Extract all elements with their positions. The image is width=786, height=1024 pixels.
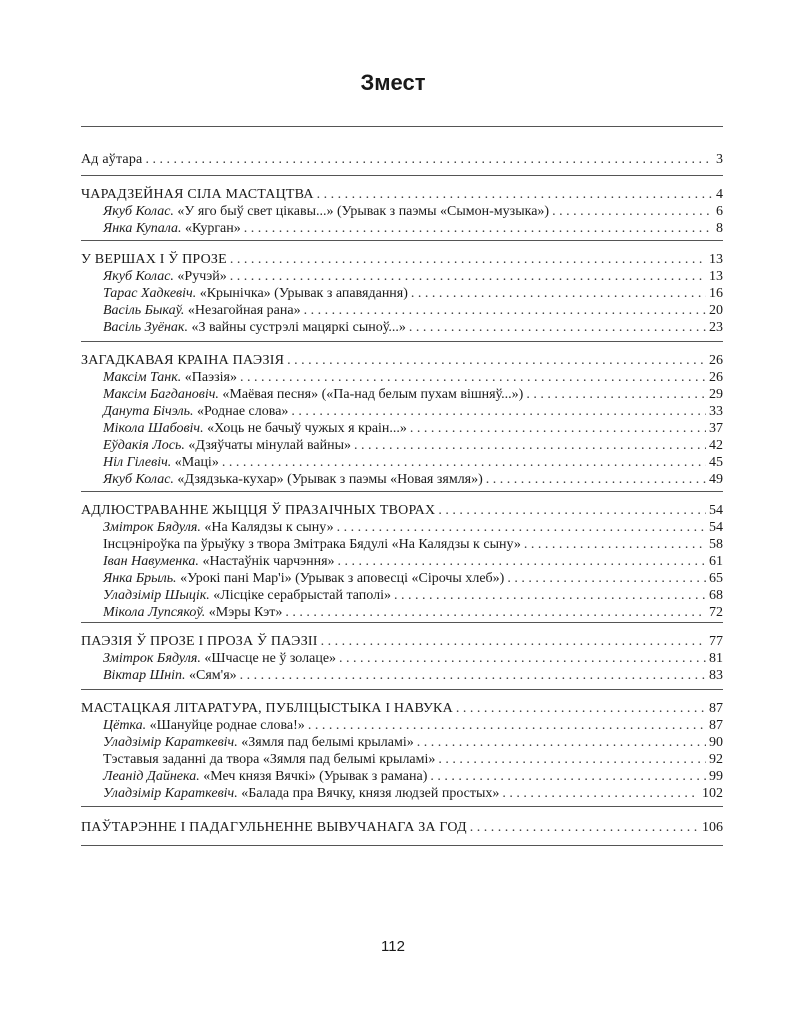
toc-author: Змітрок Бядуля.	[103, 651, 201, 666]
toc-page-number: 23	[709, 320, 723, 335]
toc-page-number: 83	[709, 668, 723, 683]
toc-work-title: Тэставыя заданні да твора «Зямля пад белымі крыламі»	[103, 752, 436, 767]
toc-author: Еўдакія Лось.	[103, 438, 185, 453]
toc-page-number: 54	[709, 520, 723, 535]
divider	[81, 175, 723, 176]
toc-work-title: «Дзяўчаты мінулай вайны»	[188, 438, 352, 453]
page-number: 112	[381, 938, 405, 955]
divider	[81, 491, 723, 492]
page-title: Змест	[360, 70, 426, 95]
toc-page-number: 61	[709, 554, 723, 569]
toc-author: Янка Брыль.	[103, 571, 177, 586]
toc-author: Васіль Быкаў.	[103, 303, 185, 318]
toc-work-title: «Настаўнік чарчэння»	[202, 554, 335, 569]
toc-work-title: ПАЭЗІЯ Ў ПРОЗЕ І ПРОЗА Ў ПАЭЗІІ	[81, 634, 318, 649]
toc-page-number: 45	[709, 455, 723, 470]
toc-work-title: «Крынічка» (Урывак з апавядання)	[199, 286, 408, 301]
toc-author: Уладзімір Караткевіч.	[103, 786, 238, 801]
toc-page-number: 58	[709, 537, 723, 552]
toc-page-number: 13	[709, 269, 723, 284]
toc-work-title: «Маёвая песня» («Па-над белым пухам вішняў...»)	[222, 387, 524, 402]
toc-entry	[81, 666, 723, 685]
toc-title	[103, 219, 241, 238]
toc-work-title: «Паэзія»	[184, 370, 237, 385]
toc-entry	[81, 318, 723, 337]
toc-page-number: 20	[709, 303, 723, 318]
toc-title	[103, 666, 237, 685]
toc-page-number: 68	[709, 588, 723, 603]
toc-page-number: 26	[709, 370, 723, 385]
toc-title	[103, 603, 282, 622]
toc-author: Максім Танк.	[103, 370, 182, 385]
toc-work-title: «У яго быў свет цікавы...» (Урывак з паэмы «Сымон-музыка»)	[177, 204, 550, 219]
toc-page-number: 92	[709, 752, 723, 767]
dot-leader	[502, 784, 699, 803]
toc-page-number: 65	[709, 571, 723, 586]
toc-author: Мікола Лупсякоў.	[103, 605, 206, 620]
toc-page-number: 72	[709, 605, 723, 620]
toc-work-title: ЧАРАДЗЕЙНАЯ СІЛА МАСТАЦТВА	[81, 187, 314, 202]
toc-work-title: «Незагойная рана»	[187, 303, 301, 318]
toc-author: Максім Багдановіч.	[103, 387, 219, 402]
dot-leader	[244, 219, 713, 238]
toc-page-number: 4	[716, 187, 723, 202]
toc-title	[81, 150, 142, 169]
toc-author: Уладзімір Караткевіч.	[103, 735, 238, 750]
toc-entry	[81, 470, 723, 489]
toc-title	[103, 784, 499, 803]
toc-page-number: 42	[709, 438, 723, 453]
divider	[81, 622, 723, 623]
toc-author: Змітрок Бядуля.	[103, 520, 201, 535]
toc-work-title: «Роднае слова»	[196, 404, 289, 419]
toc-page-number: 37	[709, 421, 723, 436]
toc-work-title: «Урокі пані Мар'і» (Урывак з аповесці «Сірочы хлеб»)	[180, 571, 505, 586]
toc-page-number: 29	[709, 387, 723, 402]
toc-page-number: 16	[709, 286, 723, 301]
divider	[81, 240, 723, 241]
toc-work-title: «Курган»	[185, 221, 241, 236]
toc-work-title: «Балада пра Вячку, князя людзей простых»	[241, 786, 500, 801]
toc-work-title: «Сям'я»	[189, 668, 237, 683]
divider	[81, 689, 723, 690]
toc-work-title: «На Калядзы к сыну»	[204, 520, 334, 535]
toc-entry	[81, 784, 723, 803]
toc-author: Данута Бічэль.	[103, 404, 194, 419]
toc-author: Віктар Шніп.	[103, 668, 186, 683]
toc-work-title: «Маці»	[174, 455, 219, 470]
toc-work-title: ПАЎТАРЭННЕ І ПАДАГУЛЬНЕННЕ ВЫВУЧАНАГА ЗА ГОД	[81, 820, 467, 835]
toc-page-number: 87	[709, 701, 723, 716]
dot-leader	[145, 150, 713, 169]
toc-author: Тарас Хадкевіч.	[103, 286, 197, 301]
toc-author: Уладзімір Шыцік.	[103, 588, 210, 603]
toc-author: Цётка.	[103, 718, 147, 733]
toc-work-title: «Дзядзька-кухар» (Урывак з паэмы «Новая зямля»)	[177, 472, 483, 487]
toc-entry	[81, 603, 723, 622]
toc-work-title: АДЛЮСТРАВАННЕ ЖЫЦЦЯ Ў ПРАЗАІЧНЫХ ТВОРАХ	[81, 503, 436, 518]
toc-work-title: «Меч князя Вячкі» (Урывак з рамана)	[203, 769, 428, 784]
toc-work-title: «Шчасце не ў золаце»	[204, 651, 337, 666]
toc-page-number: 54	[709, 503, 723, 518]
divider	[81, 806, 723, 807]
toc-work-title: «З вайны сустрэлі мацяркі сыноў...»	[191, 320, 406, 335]
toc-page-number: 49	[709, 472, 723, 487]
toc-page-number: 26	[709, 353, 723, 368]
toc-author: Янка Купала.	[103, 221, 182, 236]
toc-work-title: «Зямля пад белымі крыламі»	[241, 735, 414, 750]
toc-author: Васіль Зуёнак.	[103, 320, 188, 335]
toc-work-title: Ад аўтара	[81, 152, 143, 167]
toc-page-number: 99	[709, 769, 723, 784]
toc-page-number: 106	[702, 820, 723, 835]
toc-author: Іван Навуменка.	[103, 554, 199, 569]
toc-page-number: 81	[709, 651, 723, 666]
toc-work-title: У ВЕРШАХ І Ў ПРОЗЕ	[81, 252, 227, 267]
toc-page-number: 102	[702, 786, 723, 801]
toc-title	[81, 818, 467, 837]
toc-title	[103, 318, 406, 337]
toc-work-title: «Хоць не бачыў чужых я краін...»	[207, 421, 407, 436]
toc-section	[81, 818, 723, 837]
toc-page-number: 77	[709, 634, 723, 649]
toc-page-number: 3	[716, 152, 723, 167]
toc-work-title: ЗАГАДКАВАЯ КРАІНА ПАЭЗІЯ	[81, 353, 285, 368]
toc-page-number: 33	[709, 404, 723, 419]
toc-page-number: 13	[709, 252, 723, 267]
toc-author: Ніл Гілевіч.	[103, 455, 172, 470]
bottom-rule	[81, 845, 723, 846]
dot-leader	[240, 666, 706, 685]
dot-leader	[285, 603, 706, 622]
toc-work-title: Інсцэніроўка па ўрыўку з твора Змітрака Бядулі «На Калядзы к сыну»	[103, 537, 521, 552]
toc-author: Леанід Дайнека.	[103, 769, 200, 784]
toc-page-number: 87	[709, 718, 723, 733]
toc-author: Якуб Колас.	[103, 204, 174, 219]
top-rule	[81, 126, 723, 127]
toc-work-title: «Ручэй»	[177, 269, 227, 284]
dot-leader	[470, 818, 699, 837]
toc-page-number: 6	[716, 204, 723, 219]
toc-work-title: «Лісціке серабрыстай таполі»	[213, 588, 391, 603]
toc-work-title: «Мэры Кэт»	[208, 605, 283, 620]
toc-author: Якуб Колас.	[103, 269, 174, 284]
toc-author: Якуб Колас.	[103, 472, 174, 487]
toc-title	[103, 470, 483, 489]
toc-page-number: 8	[716, 221, 723, 236]
dot-leader	[486, 470, 706, 489]
toc-page-number: 90	[709, 735, 723, 750]
toc-entry	[81, 219, 723, 238]
divider	[81, 341, 723, 342]
toc-author: Мікола Шабовіч.	[103, 421, 204, 436]
toc-work-title: «Шануйце роднае слова!»	[149, 718, 305, 733]
toc-section	[81, 150, 723, 169]
toc-work-title: МАСТАЦКАЯ ЛІТАРАТУРА, ПУБЛІЦЫСТЫКА І НАВУКА	[81, 701, 453, 716]
dot-leader	[409, 318, 706, 337]
